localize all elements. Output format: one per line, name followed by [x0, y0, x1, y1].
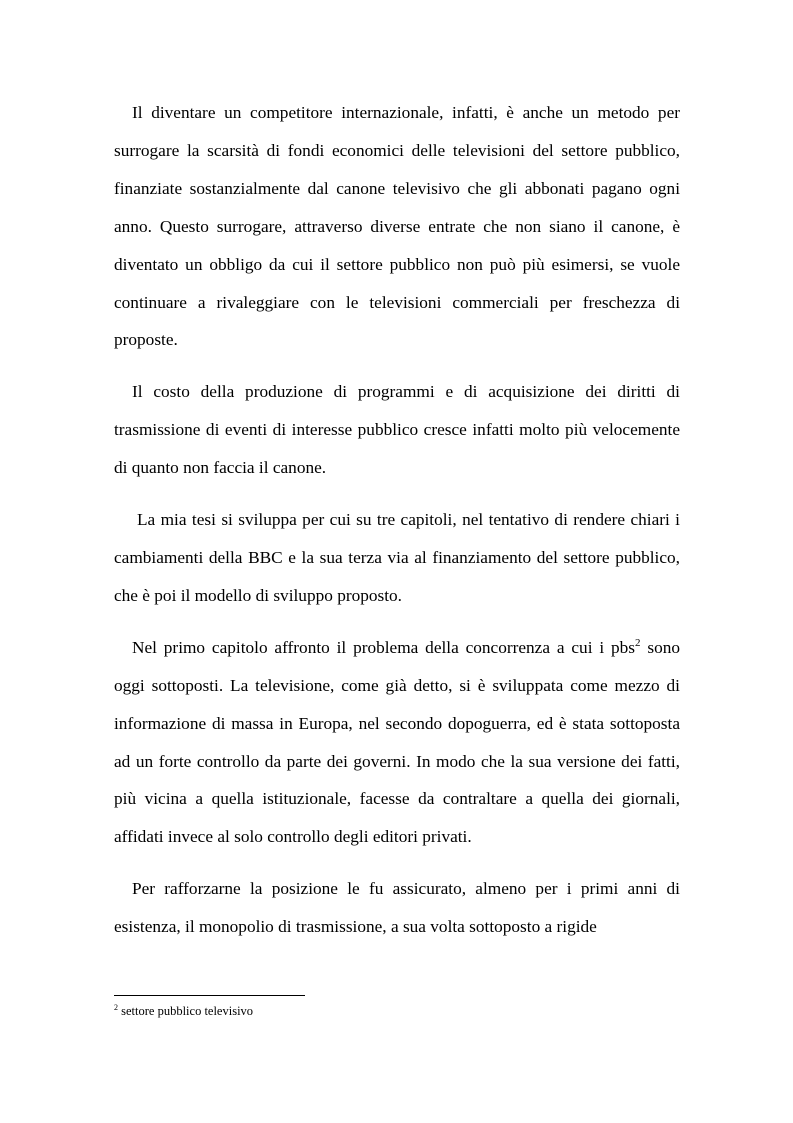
document-body: [114, 94, 680, 960]
paragraph-4-text-start: Nel primo capitolo affronto il problema della concorrenza a cui i pbs: [132, 637, 635, 657]
paragraph-2: Il costo della produzione di programmi e di acquisizione dei diritti di trasmissione di eventi di interesse pubblico cresce infatti molto più velocemente di quanto non faccia il canone.: [114, 382, 680, 478]
paragraph-4: [114, 629, 680, 856]
footnote-reference: 2: [635, 637, 641, 650]
footnote-separator: [114, 995, 305, 996]
paragraph-4-text-end: sono oggi sottoposti. La televisione, come già detto, si è sviluppata come mezzo di informazione di massa in Europa, nel secondo dopoguerra, ed è stata sottoposta ad un forte controllo da parte dei governi. In modo che la sua versione dei fatti, più vicina a quella istituzionale, facesse da contraltare a quella dei giornali, affidati invece al solo controllo degli editori privati.: [114, 637, 680, 847]
footnote-marker: 2: [114, 1002, 118, 1012]
footnote-text: settore pubblico televisivo: [118, 1004, 254, 1018]
paragraph-5: Per rafforzarne la posizione le fu assicurato, almeno per i primi anni di esistenza, il monopolio di trasmissione, a sua volta sottoposto a rigide: [114, 879, 680, 937]
paragraph-3: La mia tesi si sviluppa per cui su tre capitoli, nel tentativo di rendere chiari i cambiamenti della BBC e la sua terza via al finanziamento del settore pubblico, che è poi il modello di sviluppo proposto.: [114, 510, 680, 605]
footnote: [114, 1003, 253, 1019]
paragraph-1: Il diventare un competitore internazionale, infatti, è anche un metodo per surrogare la scarsità di fondi economici delle televisioni del settore pubblico, finanziate sostanzialmente dal canone televisivo che gli abbonati pagano ogni anno. Questo surrogare, attraverso diverse entrate che non siano il canone, è diventato un obbligo da cui il settore pubblico non può più esimersi, se vuole continuare a rivaleggiare con le televisioni commerciali per freschezza di proposte.: [114, 103, 680, 350]
